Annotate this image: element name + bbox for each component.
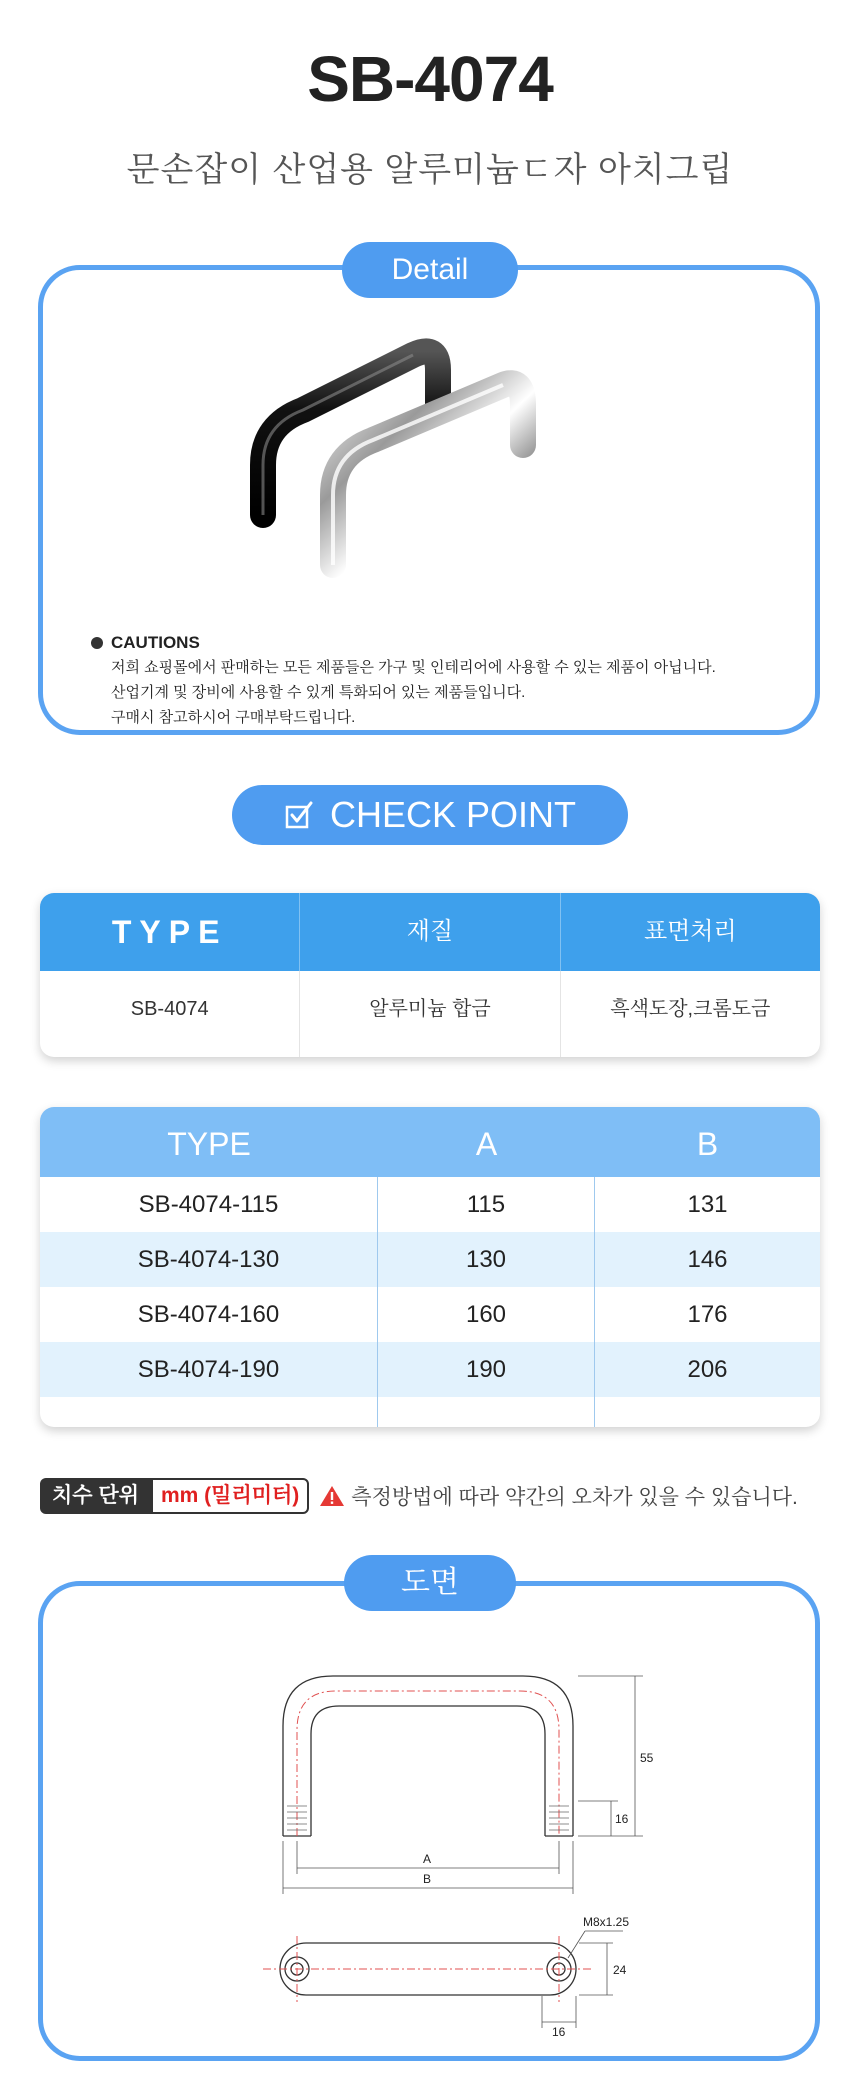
dim-cell-b: 146 [687,1246,728,1273]
dim-cell-b: 131 [687,1191,728,1218]
spec-table-header [40,893,820,971]
unit-note [319,1481,798,1511]
dim-cell-a: 190 [378,1342,595,1397]
detail-section [38,265,820,735]
dim-cell-type: SB-4074-160 [40,1287,378,1342]
spec-header-finish: 표면처리 [643,918,737,945]
spec-header-type: TYPE [40,893,300,971]
spec-header-material: 재질 [300,893,560,971]
width-label: 24 [613,1963,627,1977]
unit-value: mm (밀리미터) [151,1478,309,1514]
drawing-badge: 도면 [344,1555,516,1611]
dim-cell-type: SB-4074-130 [40,1232,378,1287]
dim-header-b: B [696,1126,719,1162]
spec-cell-finish: 흑색도장,크롬도금 [610,998,771,1020]
technical-drawing [223,1656,703,2036]
dim-cell-a: 160 [378,1287,595,1342]
caution-line: 저희 쇼핑몰에서 판매하는 모든 제품들은 가구 및 인테리어에 사용할 수 있는 제품이 아닙니다. [111,659,716,676]
dim-cell-a: 130 [378,1232,595,1287]
detail-badge: Detail [342,242,518,298]
checkbox-icon [284,800,314,830]
dimension-table [40,1107,820,1427]
unit-note-text: 측정방법에 따라 약간의 오차가 있을 수 있습니다. [351,1486,798,1509]
thread-depth-label: 16 [615,1812,629,1826]
dim-cell-a: 115 [378,1177,595,1232]
table-row [40,1287,820,1342]
unit-label: 치수 단위 [40,1478,151,1514]
height-label: 55 [640,1751,654,1765]
bullet-icon [91,637,103,649]
unit-notice [40,1478,798,1514]
table-row [40,1177,820,1232]
dim-header-type: TYPE [167,1126,251,1162]
dimension-a-label: A [423,1852,432,1866]
table-row [40,1232,820,1287]
dim-header-a: A [475,1126,498,1162]
cautions-box [91,630,791,730]
base-label: 16 [552,2025,566,2036]
table-footer [40,1397,820,1427]
warning-icon [319,1484,345,1508]
check-point-banner [232,785,628,845]
product-model-title: SB-4074 [307,43,553,115]
dim-cell-type: SB-4074-190 [40,1342,378,1397]
spec-cell-type: SB-4074 [40,971,300,1057]
dim-cell-b: 206 [687,1356,728,1383]
table-row [40,1342,820,1397]
dimension-table-header [40,1107,820,1177]
spec-cell-material: 알루미늄 합금 [300,971,560,1057]
dimension-b-label: B [423,1872,432,1886]
dim-cell-type: SB-4074-115 [40,1177,378,1232]
check-point-label: CHECK POINT [329,794,577,835]
thread-spec-label: M8x1.25 [583,1915,630,1929]
caution-line: 구매시 참고하시어 구매부탁드립니다. [111,709,356,726]
drawing-section [38,1581,820,2061]
dim-cell-b: 176 [687,1301,728,1328]
caution-line: 산업기계 및 장비에 사용할 수 있게 특화되어 있는 제품들입니다. [111,684,526,701]
product-subtitle: 문손잡이 산업용 알루미늄ㄷ자 아치그립 [126,151,734,189]
cautions-heading: CAUTIONS [111,633,200,652]
product-photo [223,315,723,605]
table-row [40,971,820,1057]
spec-table [40,893,820,1057]
